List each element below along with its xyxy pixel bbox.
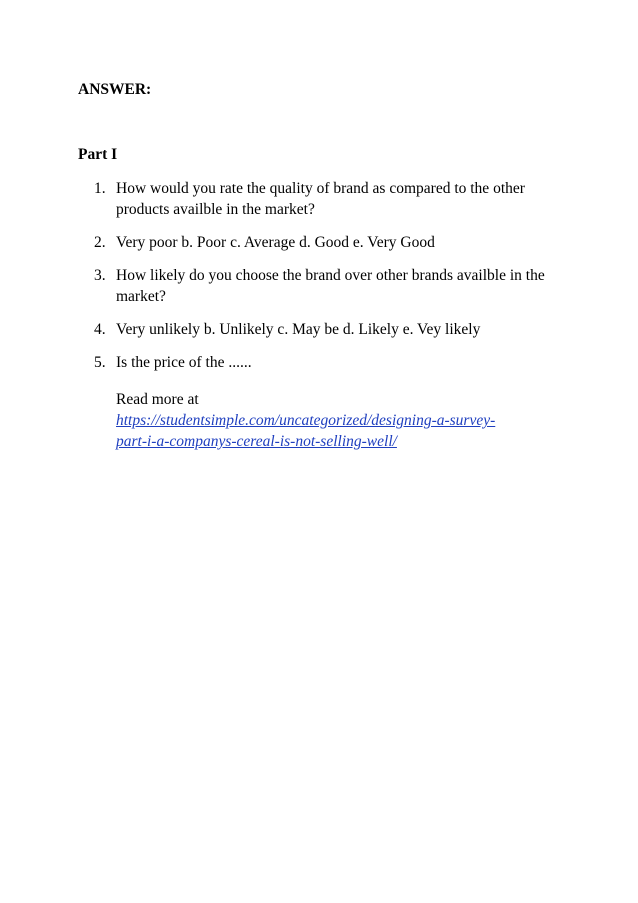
question-list	[0, 178, 638, 385]
part-heading: Part I	[78, 146, 118, 163]
list-item-text: How likely do you choose the brand over other brands availble in the market?	[116, 267, 545, 305]
list-item-text: Is the price of the ......	[116, 354, 252, 371]
list-item	[0, 178, 638, 220]
answer-heading: ANSWER:	[78, 81, 152, 98]
list-item-number: 2.	[94, 234, 106, 251]
list-item-number: 3.	[94, 267, 106, 284]
list-item-text: Very unlikely b. Unlikely c. May be d. Likely e. Vey likely	[116, 321, 481, 338]
list-item-number: 5.	[94, 354, 106, 371]
list-item	[0, 265, 638, 307]
list-item-text: How would you rate the quality of brand as compared to the other products availble in the market?	[116, 180, 525, 218]
list-item-number: 1.	[94, 180, 106, 197]
read-more-label: Read more at	[116, 391, 199, 408]
source-link-line-1: https://studentsimple.com/uncategorized/designing-a-survey-	[116, 412, 496, 429]
list-item	[0, 352, 638, 373]
source-link[interactable]	[116, 412, 495, 450]
list-item-number: 4.	[94, 321, 106, 338]
read-more-block	[116, 389, 566, 452]
list-item	[0, 319, 638, 340]
list-item-text: Very poor b. Poor c. Average d. Good e. Very Good	[116, 234, 435, 251]
list-item	[0, 232, 638, 253]
source-link-line-2: part-i-a-companys-cereal-is-not-selling-well/	[116, 433, 397, 450]
